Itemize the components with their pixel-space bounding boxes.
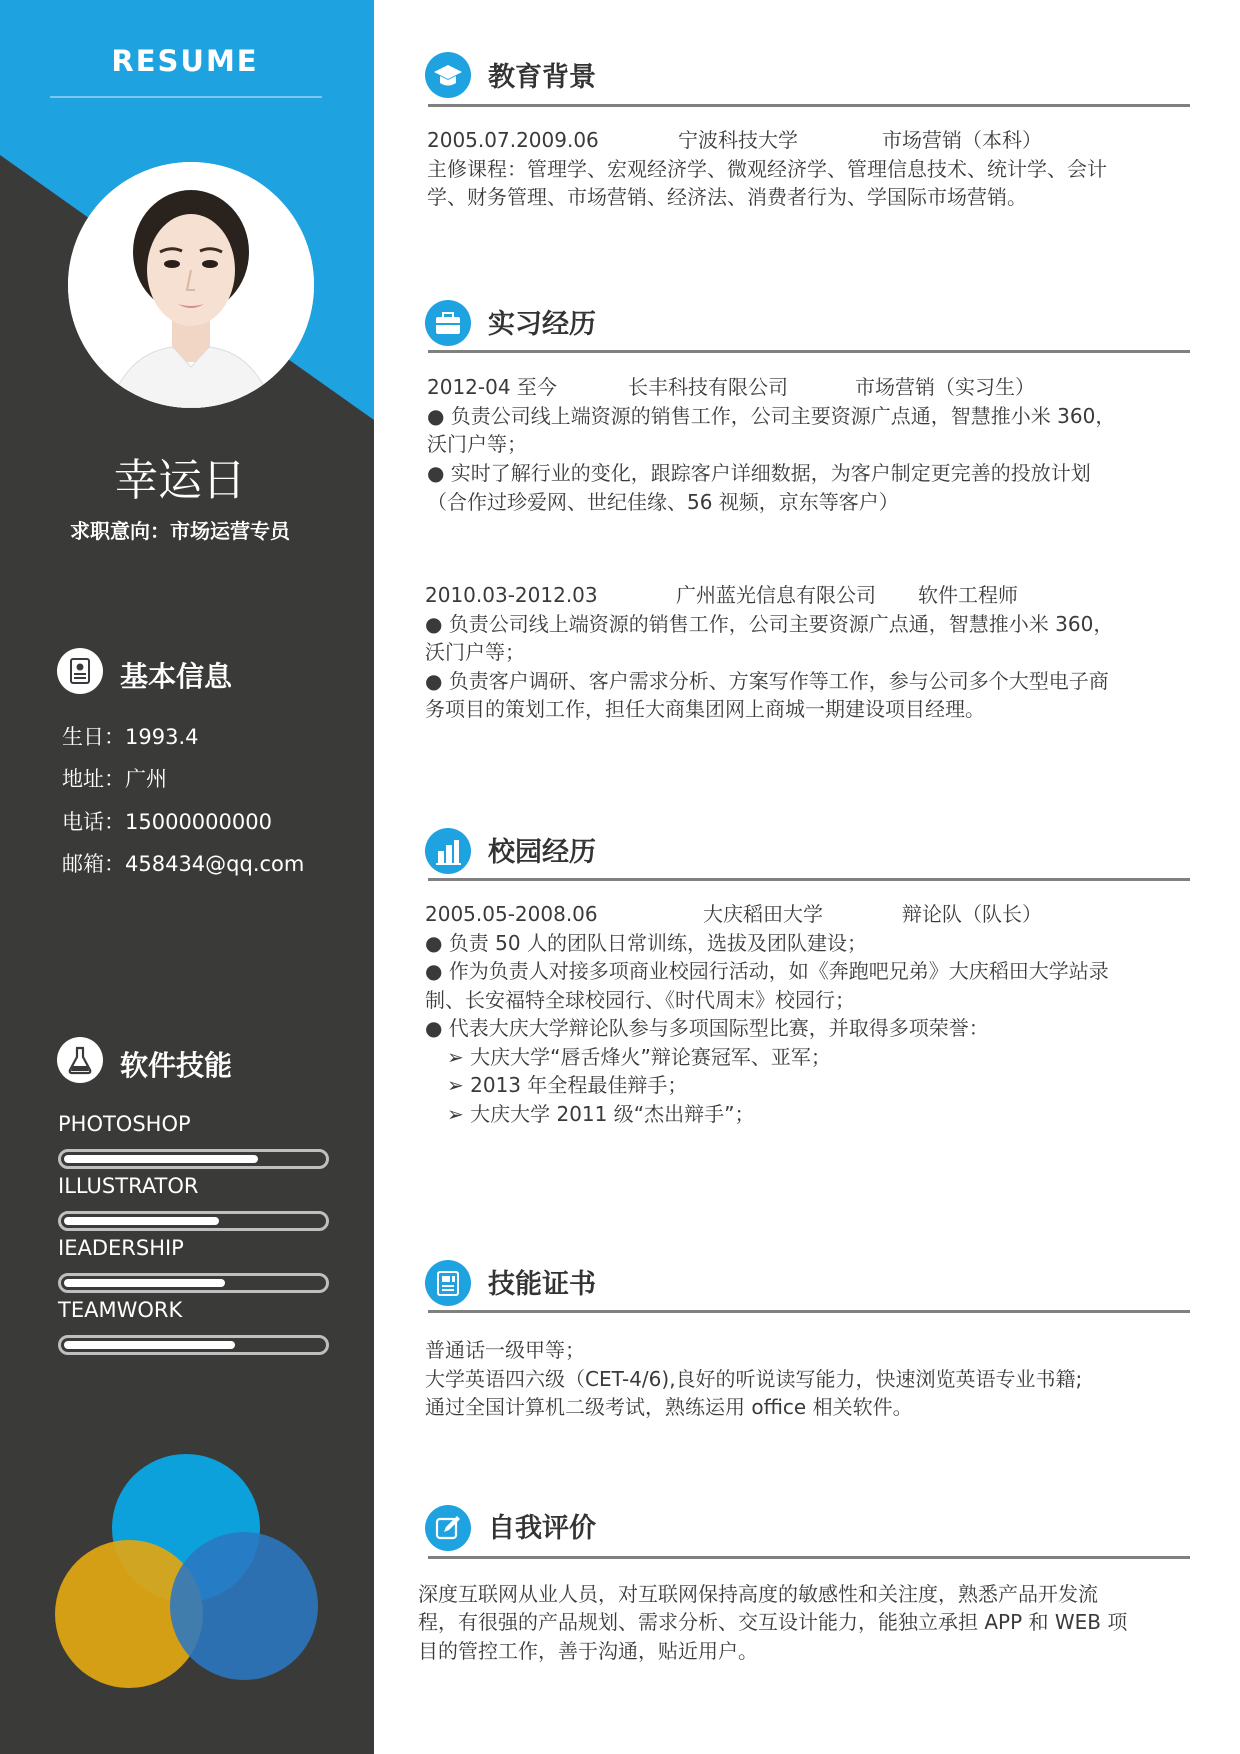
self-eval-divider (428, 1556, 1190, 1559)
education-title: 教育背景 (488, 62, 596, 93)
job1-line: ● 负责公司线上端资源的销售工作，公司主要资源广点通，智慧推小米 360， (427, 404, 1116, 428)
campus-line: 制、长安福特全球校园行、《时代周末》校园行； (425, 988, 855, 1012)
campus-line: ● 负责 50 人的团队日常训练，选拔及团队建设； (425, 931, 867, 955)
resume-title: RESUME (111, 44, 259, 78)
cert-line: 普通话一级甲等； (425, 1338, 585, 1362)
certs-title: 技能证书 (488, 1269, 596, 1300)
campus-date: 2005.05-2008.06 (425, 902, 598, 926)
address-info: 地址：广州 (62, 767, 167, 791)
arrow-bullet-icon: ➢ (447, 1045, 464, 1069)
skill-progress-fill (64, 1155, 258, 1163)
skill-label: PHOTOSHOP (58, 1112, 191, 1136)
self-eval-line: 深度互联网从业人员，对互联网保持高度的敏感性和关注度，熟悉产品开发流 (418, 1582, 1098, 1606)
job2-company: 广州蓝光信息有限公司 (676, 583, 876, 607)
skills-title: 软件技能 (120, 1049, 233, 1082)
skill-progress-fill (64, 1341, 235, 1349)
phone-info: 电话：15000000000 (62, 810, 272, 834)
campus-sub-item (447, 1071, 687, 1099)
cert-line: 大学英语四六级（CET-4/6),良好的听说读写能力，快速浏览英语专业书籍; (425, 1367, 1083, 1391)
education-major: 市场营销（本科） (882, 128, 1042, 152)
job2-role: 软件工程师 (918, 583, 1018, 607)
campus-role: 辩论队（队长） (902, 902, 1042, 926)
campus-line: ● 代表大庆大学辩论队参与多项国际型比赛，并取得多项荣誉： (425, 1016, 989, 1040)
campus-title: 校园经历 (488, 837, 596, 868)
skill-progress-fill (64, 1217, 219, 1225)
job2-line: 务项目的策划工作，担任大商集团网上商城一期建设项目经理。 (425, 697, 985, 721)
skill-label: IEADERSHIP (58, 1236, 184, 1260)
building-chart-icon (425, 828, 471, 874)
profile-photo (68, 162, 314, 408)
flask-icon (57, 1037, 103, 1083)
education-school: 宁波科技大学 (678, 128, 798, 152)
navy-circle-decoration (170, 1532, 318, 1680)
self-eval-title: 自我评价 (488, 1513, 596, 1544)
education-date: 2005.07.2009.06 (427, 128, 599, 152)
self-eval-line: 目的管控工作，善于沟通，贴近用户。 (418, 1639, 758, 1663)
candidate-name: 幸运日 (114, 455, 246, 506)
sidebar (0, 0, 374, 1754)
id-card-icon (57, 648, 103, 694)
job1-role: 市场营销（实习生） (855, 375, 1035, 399)
education-detail-line: 主修课程：管理学、宏观经济学、微观经济学、管理信息技术、统计学、会计 (427, 157, 1107, 181)
job2-line: ● 负责公司线上端资源的销售工作，公司主要资源广点通，智慧推小米 360， (425, 612, 1114, 636)
skill-label: TEAMWORK (58, 1298, 183, 1322)
self-eval-line: 程，有很强的产品规划、需求分析、交互设计能力，能独立承担 APP 和 WEB 项 (418, 1610, 1128, 1634)
arrow-bullet-icon: ➢ (447, 1073, 464, 1097)
campus-school: 大庆稻田大学 (703, 902, 823, 926)
skill-progress-fill (64, 1279, 225, 1287)
job2-line: ● 负责客户调研、客户需求分析、方案写作等工作，参与公司多个大型电子商 (425, 669, 1109, 693)
job-objective: 求职意向：市场运营专员 (70, 519, 290, 543)
skill-progress-bar (58, 1273, 329, 1293)
campus-sub-item (447, 1043, 831, 1071)
job1-company: 长丰科技有限公司 (628, 375, 788, 399)
certs-divider (428, 1310, 1190, 1313)
job1-line: ● 实时了解行业的变化，跟踪客户详细数据，为客户制定更完善的投放计划 (427, 461, 1091, 485)
arrow-bullet-icon: ➢ (447, 1102, 464, 1126)
skill-progress-bar (58, 1211, 329, 1231)
skill-progress-bar (58, 1149, 329, 1169)
campus-divider (428, 878, 1190, 881)
skill-progress-bar (58, 1335, 329, 1355)
education-detail-line: 学、财务管理、市场营销、经济法、消费者行为、学国际市场营销。 (427, 185, 1027, 209)
job1-date: 2012-04 至今 (427, 375, 557, 399)
edit-icon (425, 1505, 471, 1551)
campus-sub-item-text: 大庆大学“唇舌烽火”辩论赛冠军、亚军； (470, 1045, 831, 1069)
internship-title: 实习经历 (488, 309, 596, 340)
briefcase-icon (425, 300, 471, 346)
cert-line: 通过全国计算机二级考试，熟练运用 office 相关软件。 (425, 1395, 913, 1419)
job2-line: 沃门户等； (425, 640, 525, 664)
skill-label: ILLUSTRATOR (58, 1174, 199, 1198)
campus-sub-item (447, 1100, 754, 1128)
campus-line: ● 作为负责人对接多项商业校园行活动，如《奔跑吧兄弟》大庆稻田大学站录 (425, 959, 1109, 983)
birthday-info: 生日：1993.4 (62, 725, 199, 749)
graduation-cap-icon (425, 52, 471, 98)
job1-line: （合作过珍爱网、世纪佳缘、56 视频，京东等客户） (427, 490, 899, 514)
campus-sub-item-text: 2013 年全程最佳辩手； (470, 1073, 688, 1097)
education-divider (428, 104, 1190, 107)
title-divider (50, 96, 322, 98)
basic-info-title: 基本信息 (120, 660, 233, 693)
campus-sub-item-text: 大庆大学 2011 级“杰出辩手”； (470, 1102, 755, 1126)
certificate-icon (425, 1260, 471, 1306)
internship-divider (428, 350, 1190, 353)
job1-line: 沃门户等； (427, 432, 527, 456)
email-info: 邮箱：458434@qq.com (62, 852, 305, 876)
job2-date: 2010.03-2012.03 (425, 583, 598, 607)
